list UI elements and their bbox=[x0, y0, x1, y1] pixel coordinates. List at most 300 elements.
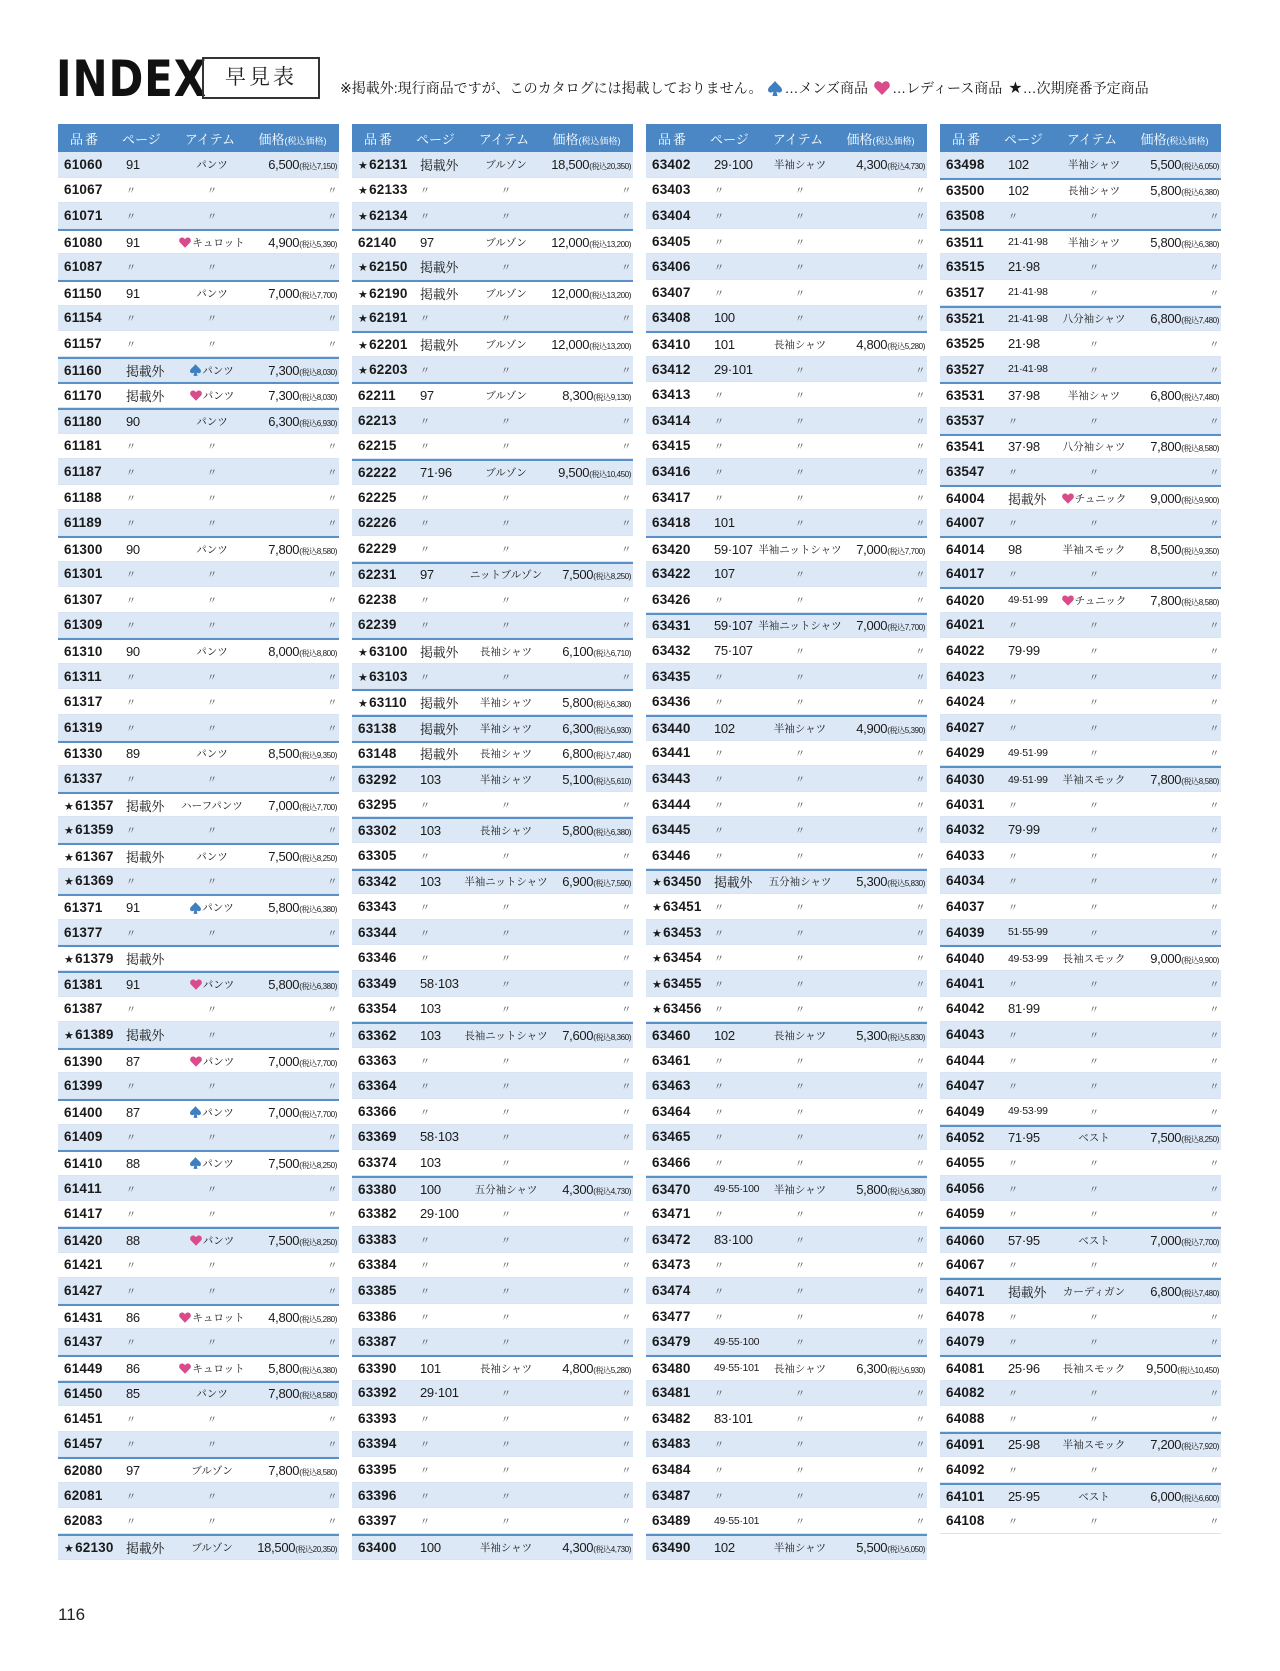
item-text: 〃 bbox=[501, 211, 511, 223]
item-text: 〃 bbox=[1089, 621, 1099, 633]
item-text: 長袖シャツ bbox=[1067, 185, 1121, 198]
product-code: 63435 bbox=[652, 668, 691, 684]
page-ref: 〃 bbox=[714, 263, 724, 275]
item-name bbox=[1056, 362, 1132, 377]
price: 〃 bbox=[915, 570, 925, 582]
table-row bbox=[352, 1022, 633, 1048]
star-icon: ★ bbox=[64, 954, 75, 967]
product-code: 63349 bbox=[358, 975, 397, 991]
price-tax-included: (税込13,200) bbox=[589, 341, 631, 351]
item-name bbox=[468, 1257, 544, 1272]
page-ref: 〃 bbox=[126, 1286, 136, 1298]
page-ref: 〃 bbox=[126, 467, 136, 479]
price: 〃 bbox=[327, 1030, 337, 1042]
page-ref: 〃 bbox=[126, 1261, 136, 1273]
page-ref: 21·41·98 bbox=[1008, 312, 1048, 325]
item-text: 〃 bbox=[207, 211, 217, 223]
price: 〃 bbox=[621, 263, 631, 275]
item-text: 〃 bbox=[795, 1056, 805, 1068]
page-ref: 〃 bbox=[714, 698, 724, 710]
item-text: 半袖スモック bbox=[1062, 774, 1126, 787]
table-row bbox=[646, 1508, 927, 1534]
item-name bbox=[174, 438, 250, 453]
header-tax-note: (税込価格) bbox=[284, 135, 327, 146]
product-code: 64082 bbox=[946, 1385, 985, 1401]
item-name bbox=[762, 464, 838, 479]
header-price: 価格(税込価格) bbox=[846, 131, 915, 147]
product-code: 64055 bbox=[946, 1154, 985, 1170]
price: 7,500(税込8,250) bbox=[562, 567, 631, 583]
page-ref: 〃 bbox=[714, 1261, 724, 1273]
page-ref: 85 bbox=[126, 1386, 140, 1402]
product-code: 63396 bbox=[358, 1487, 397, 1503]
item-text: 〃 bbox=[207, 775, 217, 787]
item-text: 〃 bbox=[207, 1517, 217, 1529]
price: 6,800(税込7,480) bbox=[1150, 311, 1219, 327]
page-ref: 58·103 bbox=[420, 1129, 459, 1145]
table-row bbox=[646, 229, 927, 255]
price-tax-included: (税込9,350) bbox=[299, 751, 337, 761]
item-text: 〃 bbox=[1089, 1312, 1099, 1324]
price: 〃 bbox=[327, 1184, 337, 1196]
item-name bbox=[762, 182, 838, 197]
price: 〃 bbox=[1209, 519, 1219, 531]
page-ref: 〃 bbox=[1008, 698, 1018, 710]
item-name bbox=[762, 1462, 838, 1477]
table-row bbox=[940, 664, 1221, 690]
product-code: 63374 bbox=[358, 1154, 397, 1170]
item-name bbox=[762, 1436, 838, 1451]
item-text: 半袖シャツ bbox=[1067, 236, 1121, 249]
item-text: パンツ bbox=[202, 1055, 235, 1068]
price-tax-included: (税込6,930) bbox=[299, 418, 337, 428]
star-icon: ★ bbox=[358, 647, 369, 660]
product-code: 64040 bbox=[946, 951, 985, 967]
price-tax-included: (税込8,250) bbox=[299, 853, 337, 863]
item-text: 〃 bbox=[207, 1414, 217, 1426]
product-code bbox=[352, 259, 420, 274]
page-ref: 103 bbox=[420, 874, 441, 890]
product-code: 63481 bbox=[652, 1385, 691, 1401]
item-text: パンツ bbox=[202, 364, 234, 377]
item-name bbox=[762, 771, 838, 786]
product-code bbox=[646, 950, 714, 965]
price: 〃 bbox=[1209, 1056, 1219, 1068]
price: 6,300(税込6,930) bbox=[856, 1360, 925, 1376]
page-ref: 86 bbox=[126, 1360, 140, 1376]
item-text: 〃 bbox=[1089, 1158, 1099, 1170]
item-text: 〃 bbox=[1089, 1338, 1099, 1350]
price: 6,800(税込7,480) bbox=[562, 746, 631, 762]
page-ref: 21·98 bbox=[1008, 335, 1040, 351]
table-row bbox=[352, 459, 633, 485]
item-text: 〃 bbox=[795, 1466, 805, 1478]
item-text: 〃 bbox=[207, 570, 217, 582]
item-name bbox=[762, 1078, 838, 1093]
page-ref: 掲載外 bbox=[420, 286, 459, 302]
product-code-text: 62190 bbox=[369, 285, 408, 301]
product-code: 63482 bbox=[652, 1410, 691, 1426]
product-code: 61307 bbox=[64, 591, 103, 607]
page-ref: 〃 bbox=[714, 1312, 724, 1324]
page-ref: 掲載外 bbox=[420, 337, 459, 353]
page-ref: 37·98 bbox=[1008, 439, 1040, 455]
product-code: 61337 bbox=[64, 771, 103, 787]
item-text: ブルゾン bbox=[485, 158, 527, 171]
product-code: 64022 bbox=[946, 643, 985, 659]
product-code: 61301 bbox=[64, 566, 103, 582]
table-row bbox=[352, 843, 633, 869]
price: 7,000(税込7,700) bbox=[856, 541, 925, 557]
page-ref: 51·55·99 bbox=[1008, 926, 1048, 939]
page-ref: 〃 bbox=[1008, 851, 1018, 863]
item-text: 〃 bbox=[795, 365, 805, 377]
item-text: 〃 bbox=[501, 800, 511, 812]
item-text: 〃 bbox=[1089, 979, 1099, 991]
table-row bbox=[646, 1329, 927, 1355]
item-name bbox=[468, 1411, 544, 1426]
table-row bbox=[352, 792, 633, 818]
table-row bbox=[646, 408, 927, 434]
product-code: 61309 bbox=[64, 617, 103, 633]
product-code: 61189 bbox=[64, 515, 102, 531]
price-tax-included: (税込4,730) bbox=[593, 1544, 631, 1554]
price-tax-included: (税込4,730) bbox=[887, 161, 925, 171]
table-row bbox=[58, 1253, 339, 1279]
item-text: 〃 bbox=[1089, 1107, 1099, 1119]
price: 7,800(税込8,580) bbox=[268, 1463, 337, 1479]
page-ref: 〃 bbox=[714, 442, 724, 454]
item-name bbox=[762, 694, 838, 709]
price: 〃 bbox=[621, 186, 631, 198]
legend-star: …次期廃番予定商品 bbox=[1022, 80, 1149, 96]
product-code: 63384 bbox=[358, 1257, 397, 1273]
price: 6,800(税込7,480) bbox=[1150, 388, 1219, 404]
star-icon: ★ bbox=[652, 978, 663, 991]
item-name bbox=[1056, 183, 1132, 198]
star-icon: ★ bbox=[358, 339, 369, 352]
table-row bbox=[940, 152, 1221, 178]
item-text: 長袖ニットシャツ bbox=[464, 1029, 548, 1042]
product-code: 64034 bbox=[946, 873, 985, 889]
price: 〃 bbox=[327, 928, 337, 940]
price: 〃 bbox=[1209, 1158, 1219, 1170]
page-ref: 〃 bbox=[420, 1338, 430, 1350]
page-ref: 49·55·100 bbox=[714, 1183, 760, 1196]
product-code: 63422 bbox=[652, 566, 691, 582]
table-row bbox=[646, 945, 927, 971]
table-row bbox=[940, 280, 1221, 306]
price: 〃 bbox=[915, 416, 925, 428]
product-code: 64059 bbox=[946, 1206, 985, 1222]
product-code: 63471 bbox=[652, 1206, 691, 1222]
spade-icon bbox=[190, 1157, 201, 1169]
item-text: 〃 bbox=[501, 365, 511, 377]
item-name bbox=[762, 1129, 838, 1144]
item-name bbox=[1056, 951, 1132, 966]
item-text: 〃 bbox=[207, 1030, 217, 1042]
table-row bbox=[646, 1201, 927, 1227]
item-text: 〃 bbox=[795, 1133, 805, 1145]
product-code: 63342 bbox=[358, 874, 397, 890]
item-name bbox=[174, 1513, 250, 1528]
item-text: 〃 bbox=[501, 1440, 511, 1452]
table-row bbox=[940, 1253, 1221, 1279]
price: 〃 bbox=[621, 442, 631, 454]
item-text: 〃 bbox=[501, 1261, 511, 1273]
item-text: ブルゾン bbox=[191, 1541, 233, 1554]
item-name bbox=[468, 1309, 544, 1324]
product-code bbox=[58, 1027, 126, 1042]
price-tax-included: (税込8,030) bbox=[299, 367, 337, 377]
item-name bbox=[762, 899, 838, 914]
price-tax-included: (税込7,480) bbox=[1181, 316, 1219, 326]
product-code: 63479 bbox=[652, 1334, 691, 1350]
item-name bbox=[762, 387, 838, 402]
price: 〃 bbox=[621, 1158, 631, 1170]
item-text: 長袖スモック bbox=[1062, 1362, 1126, 1375]
table-row bbox=[940, 587, 1221, 613]
price: 5,800(税込6,380) bbox=[562, 695, 631, 711]
page-ref: 102 bbox=[1008, 183, 1029, 199]
table-row bbox=[646, 689, 927, 715]
product-code: 63490 bbox=[652, 1539, 691, 1555]
table-row bbox=[646, 1048, 927, 1074]
product-code: 63292 bbox=[358, 772, 397, 788]
item-text: 〃 bbox=[795, 851, 805, 863]
item-name bbox=[464, 874, 548, 889]
price: 〃 bbox=[621, 1389, 631, 1401]
product-code: 63354 bbox=[358, 1001, 397, 1017]
item-name bbox=[174, 798, 250, 813]
item-text: 〃 bbox=[795, 1517, 805, 1529]
page-ref: 〃 bbox=[126, 723, 136, 735]
item-text: ブルゾン bbox=[485, 390, 527, 403]
price-tax-included: (税込7,480) bbox=[1181, 1288, 1219, 1298]
item-name bbox=[762, 1053, 838, 1068]
table-row bbox=[352, 306, 633, 332]
price: 5,300(税込5,830) bbox=[856, 1027, 925, 1043]
price: 〃 bbox=[1209, 1082, 1219, 1094]
page-ref: 〃 bbox=[126, 1005, 136, 1017]
table-row bbox=[58, 1125, 339, 1151]
product-code: 64017 bbox=[946, 566, 985, 582]
price: 5,800(税込6,380) bbox=[562, 823, 631, 839]
product-code: 64004 bbox=[946, 490, 985, 506]
table-row bbox=[646, 1457, 927, 1483]
star-icon: ★ bbox=[358, 262, 369, 275]
page-ref: 〃 bbox=[1008, 467, 1018, 479]
page-ref: 〃 bbox=[126, 621, 136, 633]
page-ref: 98 bbox=[1008, 541, 1022, 557]
item-text: 〃 bbox=[795, 570, 805, 582]
item-name bbox=[468, 310, 544, 325]
product-code: 63500 bbox=[946, 183, 985, 199]
item-name bbox=[174, 1105, 250, 1120]
item-text: カーディガン bbox=[1062, 1285, 1126, 1298]
page-ref: 25·95 bbox=[1008, 1488, 1040, 1504]
page-ref: 〃 bbox=[420, 211, 430, 223]
product-code: 64030 bbox=[946, 772, 985, 788]
product-code bbox=[352, 157, 420, 172]
price: 7,000(税込7,700) bbox=[856, 618, 925, 634]
price: 〃 bbox=[915, 211, 925, 223]
table-row bbox=[646, 331, 927, 357]
price: 〃 bbox=[915, 1107, 925, 1119]
item-name bbox=[468, 208, 544, 223]
page-ref: 91 bbox=[126, 900, 140, 916]
price: 〃 bbox=[1209, 698, 1219, 710]
product-code: 63412 bbox=[652, 361, 691, 377]
price: 〃 bbox=[327, 493, 337, 505]
item-name bbox=[468, 1513, 544, 1528]
item-text: 八分袖シャツ bbox=[1062, 441, 1126, 454]
item-text: パンツ bbox=[202, 1234, 235, 1247]
page-ref: 〃 bbox=[1008, 903, 1018, 915]
product-code: 63415 bbox=[652, 438, 691, 454]
price: 5,800(税込6,380) bbox=[1150, 234, 1219, 250]
page-ref: 91 bbox=[126, 234, 140, 250]
price: 〃 bbox=[327, 519, 337, 531]
item-name bbox=[468, 1001, 544, 1016]
page-ref: 掲載外 bbox=[126, 1027, 165, 1043]
heart-icon bbox=[874, 81, 890, 95]
price: 〃 bbox=[915, 1158, 925, 1170]
product-code: 63363 bbox=[358, 1052, 397, 1068]
product-code-text: 63103 bbox=[369, 668, 408, 684]
page-ref: 102 bbox=[714, 1027, 735, 1043]
item-name bbox=[468, 695, 544, 710]
page-ref: 〃 bbox=[126, 775, 136, 787]
page-ref: 掲載外 bbox=[126, 952, 165, 968]
item-name bbox=[174, 1386, 250, 1401]
item-text: 〃 bbox=[1089, 647, 1099, 659]
header-code: 品番 bbox=[952, 131, 983, 147]
price-tax-included: (税込8,030) bbox=[299, 393, 337, 403]
item-text: 〃 bbox=[795, 800, 805, 812]
page-ref: 〃 bbox=[1008, 1056, 1018, 1068]
item-name bbox=[468, 1334, 544, 1349]
product-code: 63508 bbox=[946, 207, 985, 223]
table-row bbox=[646, 280, 927, 306]
price: 5,800(税込6,380) bbox=[1150, 183, 1219, 199]
star-icon: ★ bbox=[64, 851, 75, 864]
product-code-text: 62150 bbox=[369, 259, 408, 275]
item-name bbox=[468, 1078, 544, 1093]
product-code-text: 61369 bbox=[75, 873, 114, 889]
page-ref: 101 bbox=[420, 1360, 441, 1376]
item-text: 〃 bbox=[795, 1158, 805, 1170]
item-name bbox=[174, 490, 250, 505]
item-name bbox=[1056, 1513, 1132, 1528]
page-ref: 〃 bbox=[126, 519, 136, 531]
item-text: パンツ bbox=[196, 415, 228, 428]
product-code: 63443 bbox=[652, 771, 691, 787]
product-code-text: 62203 bbox=[369, 361, 408, 377]
table-row bbox=[352, 920, 633, 946]
page-ref: 79·99 bbox=[1008, 822, 1040, 838]
price: 〃 bbox=[915, 1338, 925, 1350]
item-text: 〃 bbox=[501, 1466, 511, 1478]
table-row bbox=[940, 638, 1221, 664]
item-name bbox=[762, 259, 838, 274]
item-name bbox=[1056, 336, 1132, 351]
item-name bbox=[758, 542, 842, 557]
item-name bbox=[1056, 1334, 1132, 1349]
item-text: 〃 bbox=[501, 621, 511, 633]
page-ref: 〃 bbox=[420, 544, 430, 556]
page-ref: 〃 bbox=[420, 851, 430, 863]
product-code: 63407 bbox=[652, 284, 691, 300]
star-icon: ★ bbox=[652, 953, 663, 966]
item-name bbox=[468, 438, 544, 453]
product-code: 61300 bbox=[64, 541, 103, 557]
price: 〃 bbox=[327, 1005, 337, 1017]
price: 〃 bbox=[327, 1517, 337, 1529]
item-name bbox=[468, 286, 544, 301]
price: 7,800(税込8,580) bbox=[1150, 592, 1219, 608]
product-code: 64039 bbox=[946, 924, 985, 940]
page-ref: 90 bbox=[126, 413, 140, 429]
price: 6,100(税込6,710) bbox=[562, 644, 631, 660]
header-tax-note: (税込価格) bbox=[872, 135, 915, 146]
price: 〃 bbox=[621, 1286, 631, 1298]
price: 〃 bbox=[915, 800, 925, 812]
item-name bbox=[762, 1334, 838, 1349]
product-code-text: 63451 bbox=[663, 899, 702, 915]
index-table-column bbox=[58, 124, 339, 1560]
page-ref: 〃 bbox=[714, 211, 724, 223]
price: 〃 bbox=[1209, 1338, 1219, 1350]
product-code: 61390 bbox=[64, 1053, 103, 1069]
table-row bbox=[352, 1304, 633, 1330]
page-ref: 25·98 bbox=[1008, 1437, 1040, 1453]
price: 〃 bbox=[915, 237, 925, 249]
spade-icon bbox=[190, 364, 201, 376]
price: 5,800(税込6,380) bbox=[856, 1181, 925, 1197]
price: 〃 bbox=[621, 954, 631, 966]
product-code: 61410 bbox=[64, 1155, 103, 1171]
product-code: 63400 bbox=[358, 1539, 397, 1555]
item-name bbox=[1056, 1233, 1132, 1248]
table-row bbox=[940, 1125, 1221, 1151]
price: 〃 bbox=[621, 211, 631, 223]
price: 〃 bbox=[327, 442, 337, 454]
item-text: 〃 bbox=[795, 1235, 805, 1247]
page-ref: 102 bbox=[1008, 156, 1029, 172]
product-code: 63480 bbox=[652, 1360, 691, 1376]
table-row bbox=[352, 152, 633, 178]
price: 7,300(税込8,030) bbox=[268, 388, 337, 404]
spade-icon bbox=[768, 81, 782, 96]
price: 4,800(税込5,280) bbox=[268, 1309, 337, 1325]
page-ref: 49·55·100 bbox=[714, 1335, 760, 1348]
index-table-column bbox=[646, 124, 927, 1560]
page-ref: 掲載外 bbox=[714, 875, 753, 891]
page-ref: 掲載外 bbox=[420, 157, 459, 173]
item-text: 〃 bbox=[795, 928, 805, 940]
table-row bbox=[940, 1201, 1221, 1227]
item-text: ハーフパンツ bbox=[181, 799, 243, 812]
table-row bbox=[58, 843, 339, 869]
table-row bbox=[352, 1176, 633, 1202]
page-ref: 103 bbox=[420, 823, 441, 839]
item-name bbox=[174, 515, 250, 530]
item-text: 〃 bbox=[1089, 1082, 1099, 1094]
product-code bbox=[58, 849, 126, 864]
table-row bbox=[58, 971, 339, 997]
price: 9,000(税込9,900) bbox=[1150, 490, 1219, 506]
